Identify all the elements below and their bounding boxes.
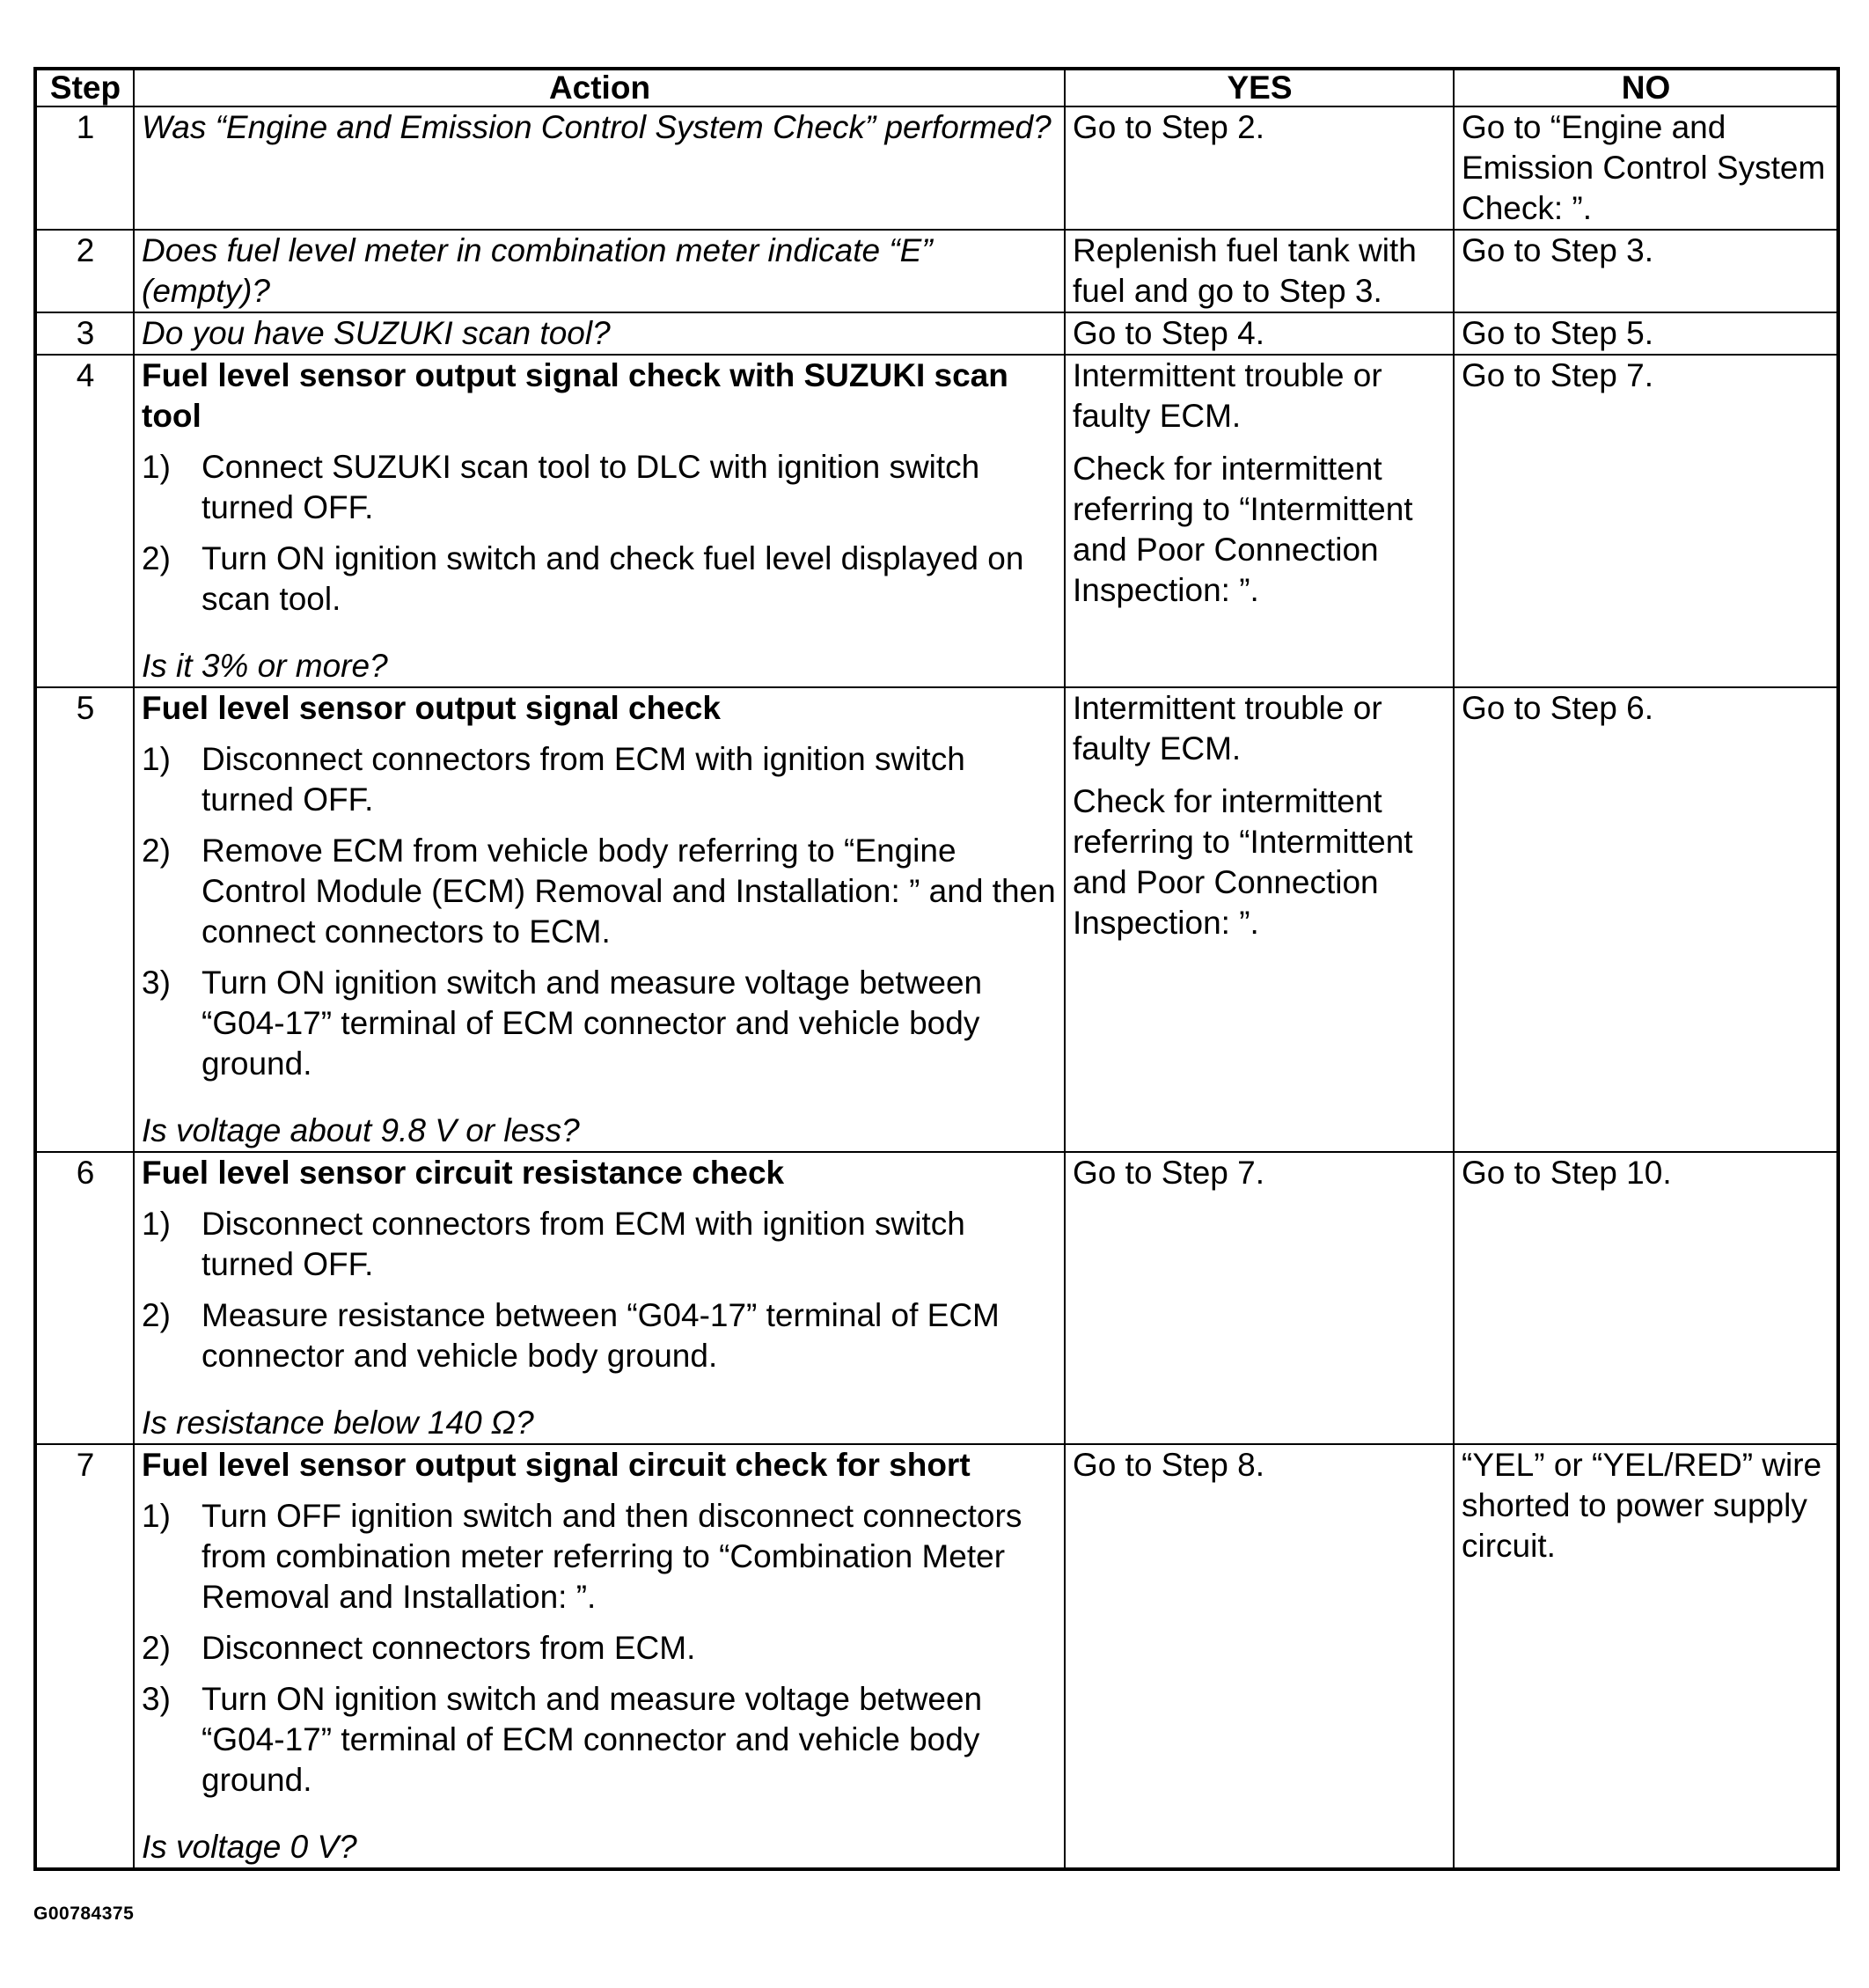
action-cell	[134, 230, 1065, 312]
substep	[142, 1628, 1058, 1669]
header-step: Step	[35, 69, 134, 106]
no-cell: Go to Step 5.	[1454, 312, 1838, 355]
diagnostic-table	[33, 67, 1840, 1871]
no-cell: Go to Step 6.	[1454, 687, 1838, 1152]
step-number: 4	[35, 355, 134, 687]
step-question: Is voltage about 9.8 V or less?	[142, 1112, 580, 1148]
step-title: Fuel level sensor output signal check with SUZUKI scan tool	[142, 357, 1008, 434]
yes-cell: Replenish fuel tank with fuel and go to Step 3.	[1065, 230, 1454, 312]
step-question: Is resistance below 140 Ω?	[142, 1405, 534, 1441]
substep	[142, 963, 1058, 1084]
substep-text: Remove ECM from vehicle body referring to “Engine Control Module (ECM) Removal and Installation: ” and then connect connectors to ECM.	[202, 833, 1056, 950]
yes-cell	[1065, 687, 1454, 1152]
no-cell: “YEL” or “YEL/RED” wire shorted to power supply circuit.	[1454, 1444, 1838, 1869]
step-number: 6	[35, 1152, 134, 1444]
action-cell	[134, 106, 1065, 230]
substep	[142, 739, 1058, 820]
substep	[142, 447, 1058, 528]
substep-number: 3)	[142, 965, 171, 1001]
table-row	[35, 1444, 1838, 1869]
action-cell	[134, 1444, 1065, 1869]
figure-code: G00784375	[33, 1904, 135, 1924]
substep-list	[142, 1496, 1058, 1801]
substep-text: Measure resistance between “G04-17” terminal of ECM connector and vehicle body ground.	[202, 1297, 1000, 1374]
substep-text: Turn ON ignition switch and measure voltage between “G04-17” terminal of ECM connector and vehicle body ground.	[202, 965, 983, 1082]
step-number: 5	[35, 687, 134, 1152]
table-row	[35, 687, 1838, 1152]
step-number: 7	[35, 1444, 134, 1869]
step-question: Does fuel level meter in combination meter indicate “E” (empty)?	[142, 232, 933, 309]
substep	[142, 1679, 1058, 1801]
yes-extra-text: Check for intermittent referring to “Intermittent and Poor Connection Inspection: ”.	[1073, 783, 1413, 941]
substep-text: Disconnect connectors from ECM.	[202, 1630, 696, 1666]
action-cell	[134, 312, 1065, 355]
header-row	[35, 69, 1838, 106]
substep-number: 1)	[142, 449, 171, 485]
step-question: Is it 3% or more?	[142, 648, 388, 684]
step-question: Is voltage 0 V?	[142, 1829, 357, 1865]
substep-number: 2)	[142, 833, 171, 869]
substep-number: 3)	[142, 1681, 171, 1717]
yes-text: Intermittent trouble or faulty ECM.	[1073, 690, 1382, 767]
yes-extra-text: Check for intermittent referring to “Intermittent and Poor Connection Inspection: ”.	[1073, 451, 1413, 608]
table-row	[35, 1152, 1838, 1444]
step-title: Fuel level sensor output signal circuit check for short	[142, 1447, 971, 1483]
step-number: 3	[35, 312, 134, 355]
substep	[142, 539, 1058, 620]
no-cell: Go to Step 3.	[1454, 230, 1838, 312]
substep-number: 2)	[142, 1630, 171, 1666]
step-title: Fuel level sensor circuit resistance check	[142, 1155, 785, 1191]
substep-text: Turn ON ignition switch and measure voltage between “G04-17” terminal of ECM connector and vehicle body ground.	[202, 1681, 983, 1798]
yes-cell: Go to Step 7.	[1065, 1152, 1454, 1444]
yes-cell: Go to Step 2.	[1065, 106, 1454, 230]
substep-list	[142, 447, 1058, 620]
step-question: Do you have SUZUKI scan tool?	[142, 315, 611, 351]
substep-number: 1)	[142, 1498, 171, 1534]
substep-number: 1)	[142, 1206, 171, 1242]
action-cell	[134, 355, 1065, 687]
substep-text: Disconnect connectors from ECM with ignition switch turned OFF.	[202, 1206, 965, 1282]
action-cell	[134, 687, 1065, 1152]
action-cell	[134, 1152, 1065, 1444]
step-title: Fuel level sensor output signal check	[142, 690, 721, 726]
table-row	[35, 355, 1838, 687]
substep-text: Disconnect connectors from ECM with ignition switch turned OFF.	[202, 741, 965, 818]
no-cell: Go to Step 7.	[1454, 355, 1838, 687]
step-question: Was “Engine and Emission Control System Check” performed?	[142, 109, 1052, 145]
table-row	[35, 106, 1838, 230]
header-no: NO	[1454, 69, 1838, 106]
substep-number: 2)	[142, 540, 171, 576]
no-cell: Go to Step 10.	[1454, 1152, 1838, 1444]
substep-number: 2)	[142, 1297, 171, 1333]
step-number: 2	[35, 230, 134, 312]
yes-cell: Go to Step 8.	[1065, 1444, 1454, 1869]
yes-text: Intermittent trouble or faulty ECM.	[1073, 357, 1382, 434]
no-cell: Go to “Engine and Emission Control System Check: ”.	[1454, 106, 1838, 230]
substep-text: Connect SUZUKI scan tool to DLC with ignition switch turned OFF.	[202, 449, 980, 525]
yes-cell	[1065, 355, 1454, 687]
substep-list	[142, 1204, 1058, 1376]
header-action: Action	[134, 69, 1065, 106]
substep	[142, 1204, 1058, 1285]
substep-number: 1)	[142, 741, 171, 777]
table-row	[35, 312, 1838, 355]
substep-text: Turn OFF ignition switch and then disconnect connectors from combination meter referring to “Combination Meter Removal and Installation: ”.	[202, 1498, 1022, 1615]
substep-list	[142, 739, 1058, 1084]
yes-cell: Go to Step 4.	[1065, 312, 1454, 355]
substep	[142, 831, 1058, 952]
substep-text: Turn ON ignition switch and check fuel level displayed on scan tool.	[202, 540, 1024, 617]
table-row	[35, 230, 1838, 312]
step-number: 1	[35, 106, 134, 230]
header-yes: YES	[1065, 69, 1454, 106]
substep	[142, 1295, 1058, 1376]
substep	[142, 1496, 1058, 1618]
